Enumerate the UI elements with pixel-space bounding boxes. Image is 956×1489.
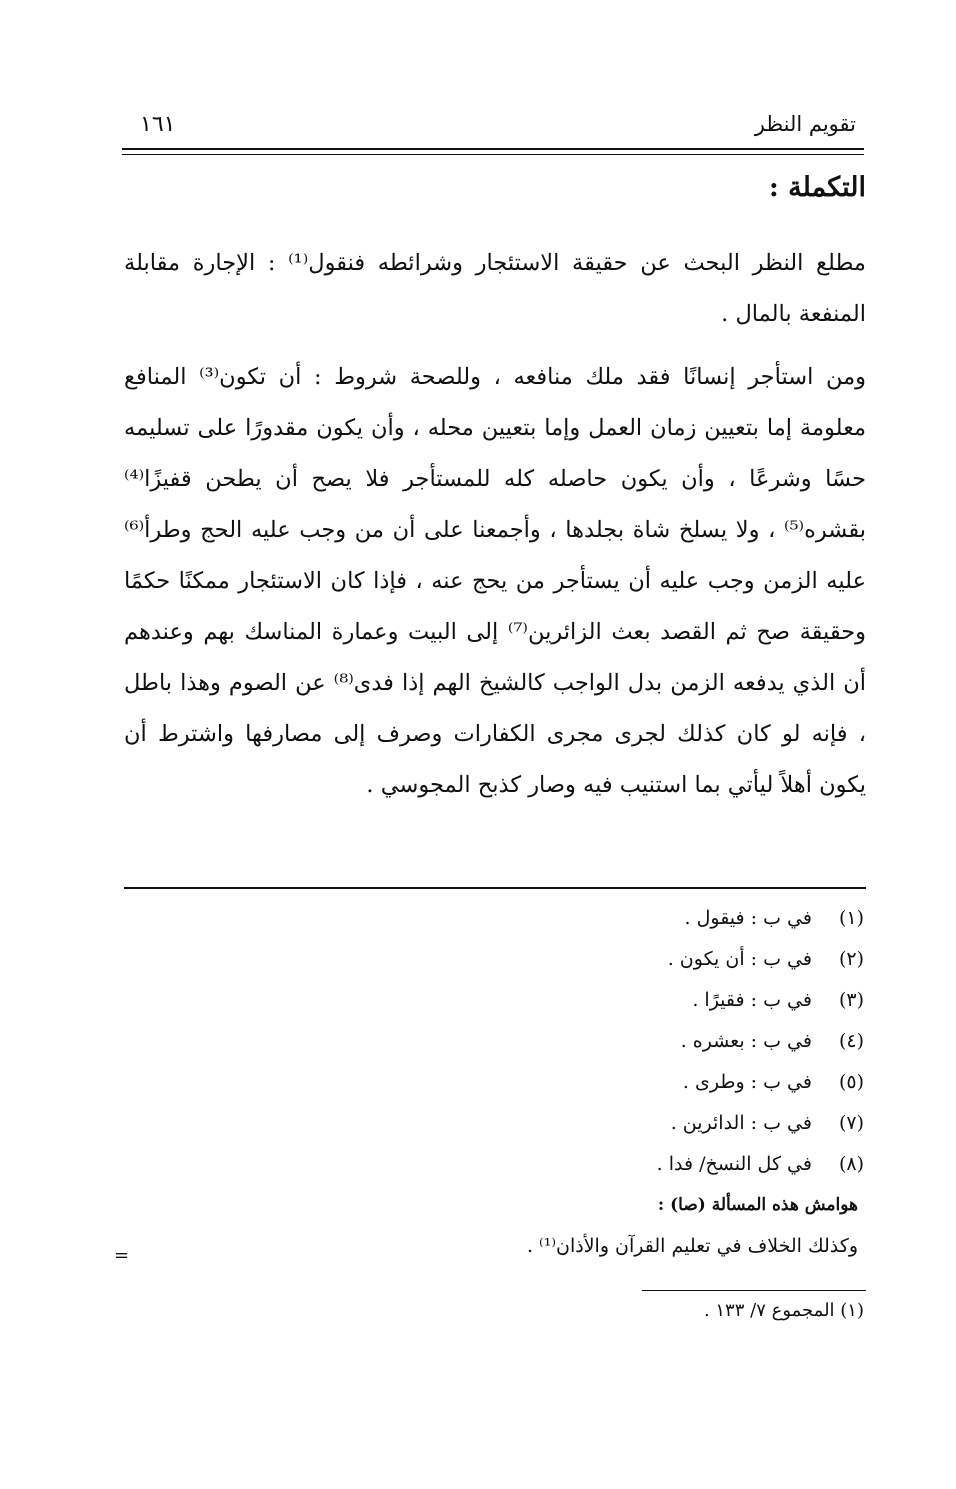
footnote-item [122, 1144, 864, 1185]
footnote-text: في ب : بعشره . [680, 1030, 812, 1052]
footnote-item [122, 898, 864, 939]
footnote-number: (٤) [838, 1030, 864, 1052]
header-rule [122, 148, 864, 155]
footnote-text: في ب : فقيرًا . [692, 989, 812, 1011]
running-title: تقويم النظر [754, 112, 856, 136]
footnote-text: في ب : فيقول . [684, 907, 812, 929]
footnote-text: في ب : الدائرين . [670, 1112, 812, 1134]
page-number: ١٦١ [140, 112, 176, 137]
notes-line: وكذلك الخلاف في تعليم القرآن والأذان⁽¹⁾ . [526, 1235, 858, 1257]
footnote-text: في ب : وطرى . [682, 1071, 812, 1093]
footnote-item [122, 939, 864, 980]
footnote-item [122, 980, 864, 1021]
footnote-number: (٣) [838, 989, 864, 1011]
footnote-number: (٢) [838, 948, 864, 970]
footnote-number: (٧) [838, 1112, 864, 1134]
margin-mark: = [114, 1245, 130, 1266]
footnote-number: (٥) [838, 1071, 864, 1093]
footnote-text: في كل النسخ/ فدا . [656, 1153, 812, 1175]
footnote-item [122, 1103, 864, 1144]
footnote-rule [124, 887, 866, 889]
footnote-item [122, 1062, 864, 1103]
footnote-text: في ب : أن يكون . [667, 948, 812, 970]
footnote-number: (٨) [838, 1153, 864, 1175]
section-heading: التكملة : [768, 172, 866, 203]
paragraph-1: مطلع النظر البحث عن حقيقة الاستئجار وشرائطه فنقول⁽¹⁾ : الإجارة مقابلة المنفعة بالمال . [124, 250, 866, 327]
paragraph-2: ومن استأجر إنسانًا فقد ملك منافعه ، وللصحة شروط : أن تكون⁽³⁾ المنافع معلومة إما بتعيين زمان العمل وإما بتعيين محله ، وأن يكون مقدورًا على تسليمه حسًا وشرعًا ، وأن يكون حاصله كله للمستأجر فلا يصح أن يطحن قفيزًا⁽⁴⁾ بقشره⁽⁵⁾ ، ولا يسلخ شاة بجلدها ، وأجمعنا على أن من وجب عليه الحج وطرأ⁽⁶⁾ عليه الزمن وجب عليه أن يستأجر من يحج عنه ، فإذا كان الاستئجار ممكنًا حكمًا وحقيقة صح ثم القصد بعث الزائرين⁽⁷⁾ إلى البيت وعمارة المناسك بهم وعندهم أن الذي يدفعه الزمن بدل الواجب كالشيخ الهم إذا فدى⁽⁸⁾ عن الصوم وهذا باطل ، فإنه لو كان كذلك لجرى مجرى الكفارات وصرف إلى مصارفها واشترط أن يكون أهلاً ليأتي بما استنيب فيه وصار كذبح المجوسي . [124, 364, 867, 798]
footnote-number: (١) [838, 907, 864, 929]
sub-footnote: (١) المجموع ٧/ ١٣٣ . [703, 1300, 864, 1321]
notes-heading: هوامش هذه المسألة (صا) : [657, 1195, 858, 1215]
sub-footnote-rule [642, 1290, 866, 1291]
footnote-item [122, 1021, 864, 1062]
footnotes-list [122, 898, 864, 1267]
